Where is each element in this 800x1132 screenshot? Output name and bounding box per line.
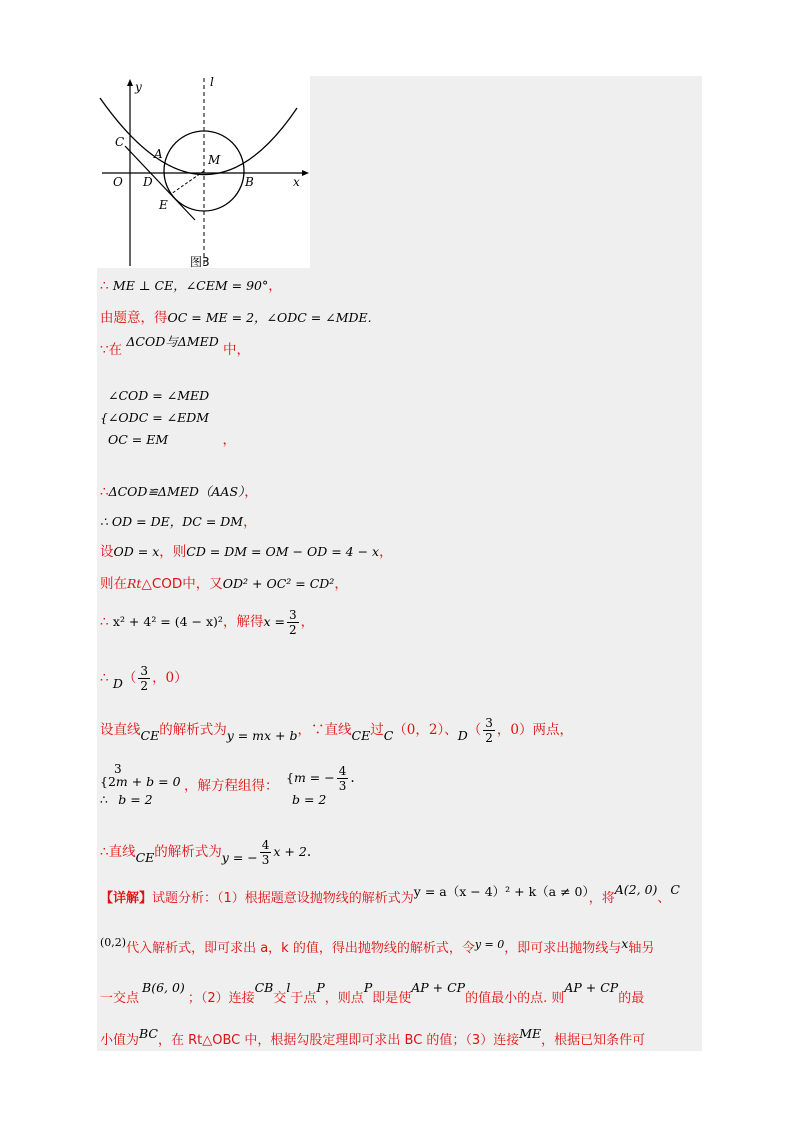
math: CB — [254, 980, 274, 995]
line-3 — [100, 334, 251, 360]
therefore-symbol: ∴ — [100, 792, 108, 807]
math: ΔCOD与ΔMED — [126, 334, 219, 349]
math: ∴ OD = DE，DC = DM — [100, 514, 244, 529]
text: 交 — [273, 991, 287, 1006]
text: 于点 — [290, 991, 317, 1006]
system-2-solution-row-2 — [286, 792, 326, 808]
system-1-row-2 — [100, 408, 209, 428]
math: m + b = 0 — [115, 774, 181, 789]
math: m = − — [293, 770, 335, 785]
therefore-symbol: ∴ — [100, 278, 109, 294]
text: 中， — [223, 342, 251, 358]
text: ，则 — [159, 544, 187, 560]
text: 代入解析式，即可求出 a，k 的值，得出抛物线的解析式，令 — [126, 941, 475, 956]
text: ，根据已知条件可 — [541, 1033, 646, 1048]
detail-line-1 — [100, 882, 680, 909]
line-4 — [100, 482, 258, 502]
detail-line-4 — [100, 1026, 646, 1051]
math: Rt — [127, 576, 142, 591]
math: AP + CP — [411, 980, 466, 995]
figure-caption: 图3 — [190, 255, 210, 268]
math: P — [363, 980, 373, 995]
segment-me — [171, 171, 204, 194]
math: BC — [139, 1026, 158, 1041]
math: CE — [351, 728, 371, 743]
text: ，即可求出抛物线与 — [504, 941, 622, 956]
text: 设 — [100, 544, 114, 560]
math: x = — [263, 614, 285, 629]
because-symbol: ∵ — [100, 342, 109, 358]
denominator: 3 — [261, 853, 270, 867]
text: 的解析式为 — [159, 722, 227, 738]
text: 轴另 — [628, 941, 655, 956]
text: 小值为 — [100, 1033, 140, 1048]
math: OC = EM — [108, 432, 169, 447]
punct: ， — [243, 514, 257, 530]
math: ∠COD = ∠MED — [108, 388, 210, 403]
fraction — [287, 608, 299, 637]
fraction — [483, 716, 495, 745]
fraction — [138, 664, 150, 693]
math: y = 0 — [474, 938, 505, 951]
label-l: l — [210, 76, 214, 89]
text: 一交点 — [100, 991, 140, 1006]
label-m: M — [208, 153, 221, 167]
punct: ， — [244, 484, 258, 500]
text: 由题意，得 — [100, 310, 168, 326]
fraction — [337, 764, 349, 793]
text: 在 — [108, 342, 123, 358]
punct: . — [306, 844, 312, 860]
numerator: 4 — [261, 838, 270, 852]
text: 过 — [370, 722, 384, 738]
denominator: 3 — [338, 779, 347, 793]
math: ΔCOD≌ΔMED（AAS） — [108, 484, 245, 499]
text: 的解析式为 — [154, 844, 222, 860]
line-8 — [100, 608, 314, 637]
system-2-row-3 — [100, 792, 153, 808]
text: 则在 — [100, 576, 127, 592]
text: 的值最小的点. 则 — [465, 991, 565, 1006]
punct: （ — [467, 722, 482, 738]
therefore-symbol: ∴ — [100, 670, 109, 686]
label-a: A — [154, 147, 163, 161]
parabola-circle-diagram — [97, 76, 310, 268]
math: AP + CP — [564, 980, 619, 995]
punct: （ — [122, 670, 137, 686]
math: b = 2 — [292, 792, 327, 807]
denominator: 2 — [107, 774, 116, 789]
text: 试题分析：（1）根据题意设抛物线的解析式为 — [152, 891, 414, 906]
label-x: x — [293, 175, 300, 189]
math: l — [286, 980, 291, 995]
math: x + 2 — [273, 844, 307, 859]
because-symbol: ∵ — [311, 722, 325, 738]
text: 直线 — [324, 722, 352, 738]
label-o: O — [113, 175, 123, 189]
numerator: 3 — [140, 664, 149, 678]
brace: { — [286, 770, 294, 785]
text: ，解得 — [222, 614, 264, 630]
math: (0,2) — [100, 936, 127, 949]
punct: . — [350, 770, 355, 786]
punct: ， — [300, 614, 315, 630]
text: ，0） — [152, 670, 188, 686]
label-e: E — [159, 198, 168, 212]
math: CE — [140, 728, 160, 743]
numerator: 3 — [114, 761, 122, 776]
detail-line-2 — [100, 938, 654, 959]
text: 的最 — [618, 991, 645, 1006]
line-7 — [100, 574, 348, 594]
math: ME ⊥ CE，∠CEM = 90° — [112, 278, 269, 293]
line-6 — [100, 542, 393, 562]
math: x — [621, 936, 629, 951]
math: A(2, 0) — [614, 882, 658, 897]
math: D — [457, 728, 468, 743]
numerator: 3 — [485, 716, 493, 730]
system-2-solution-row-1 — [286, 764, 355, 793]
punct: ， — [297, 722, 312, 738]
math: C — [670, 882, 680, 897]
math: OD² + OC² = CD² — [222, 576, 335, 591]
punct: ， — [334, 576, 348, 592]
fraction — [260, 838, 272, 867]
punct: ， — [268, 278, 282, 294]
math: C — [383, 728, 394, 743]
text: △COD中，又 — [141, 576, 223, 592]
math: y = − — [221, 850, 258, 865]
label-b: B — [245, 175, 254, 189]
math: x² + 4² = (4 − x)² — [112, 614, 223, 629]
label-c: C — [115, 135, 125, 149]
therefore-symbol: ∴ — [100, 484, 109, 500]
line-1 — [100, 276, 282, 296]
line-10 — [100, 716, 573, 745]
math: P — [316, 980, 325, 995]
detail-tag: 【详解】 — [100, 891, 153, 906]
geometry-figure — [97, 76, 310, 268]
math: B(6, 0) — [142, 980, 185, 995]
math: CD = DM = OM − OD = 4 − x — [186, 544, 380, 559]
brace: { — [100, 774, 108, 789]
text: 即是使 — [372, 991, 412, 1006]
therefore-symbol: ∴ — [100, 614, 109, 630]
label-y: y — [135, 80, 142, 94]
line-9 — [100, 664, 188, 693]
math: b = 2 — [118, 792, 153, 807]
math: y = mx + b — [226, 728, 298, 743]
denominator: 2 — [288, 623, 297, 637]
math: CE — [135, 850, 155, 865]
system-1-row-3 — [100, 430, 236, 450]
math: y = a（x − 4）² + k（a ≠ 0） — [413, 884, 589, 899]
text: ，解方程组得： — [184, 778, 279, 794]
text: （0，2）、 — [393, 722, 458, 738]
x-axis-arrow — [302, 170, 309, 176]
punct: ， — [222, 432, 236, 448]
y-axis-arrow — [127, 79, 133, 86]
text: ，在 Rt△OBC 中，根据勾股定理即可求出 BC 的值；（3）连接 — [158, 1033, 520, 1048]
line-11 — [100, 838, 311, 867]
math: D — [112, 676, 123, 691]
system-2-row-2 — [100, 774, 181, 790]
text: ，0）两点， — [496, 722, 573, 738]
denominator: 2 — [140, 679, 149, 693]
math: ME — [519, 1026, 542, 1041]
text: ，将 — [588, 891, 615, 906]
denominator: 2 — [485, 731, 493, 745]
line-5 — [100, 512, 257, 532]
math: OD = x — [113, 544, 160, 559]
text: ，则点 — [324, 991, 364, 1006]
punct: ， — [379, 544, 393, 560]
text: 直线 — [108, 844, 136, 860]
numerator: 4 — [338, 764, 347, 778]
numerator: 3 — [288, 608, 297, 622]
text: ；（2）连接 — [187, 991, 255, 1006]
line-2 — [100, 308, 372, 328]
therefore-symbol: ∴ — [100, 844, 109, 860]
math: {∠ODC = ∠EDM — [100, 410, 210, 425]
detail-line-3 — [100, 980, 645, 1009]
label-d: D — [143, 175, 153, 189]
system-1-row-1 — [100, 386, 209, 406]
text: 设直线 — [100, 722, 141, 738]
math: OC = ME = 2，∠ODC = ∠MDE. — [167, 310, 372, 325]
text: 、 — [657, 891, 671, 906]
